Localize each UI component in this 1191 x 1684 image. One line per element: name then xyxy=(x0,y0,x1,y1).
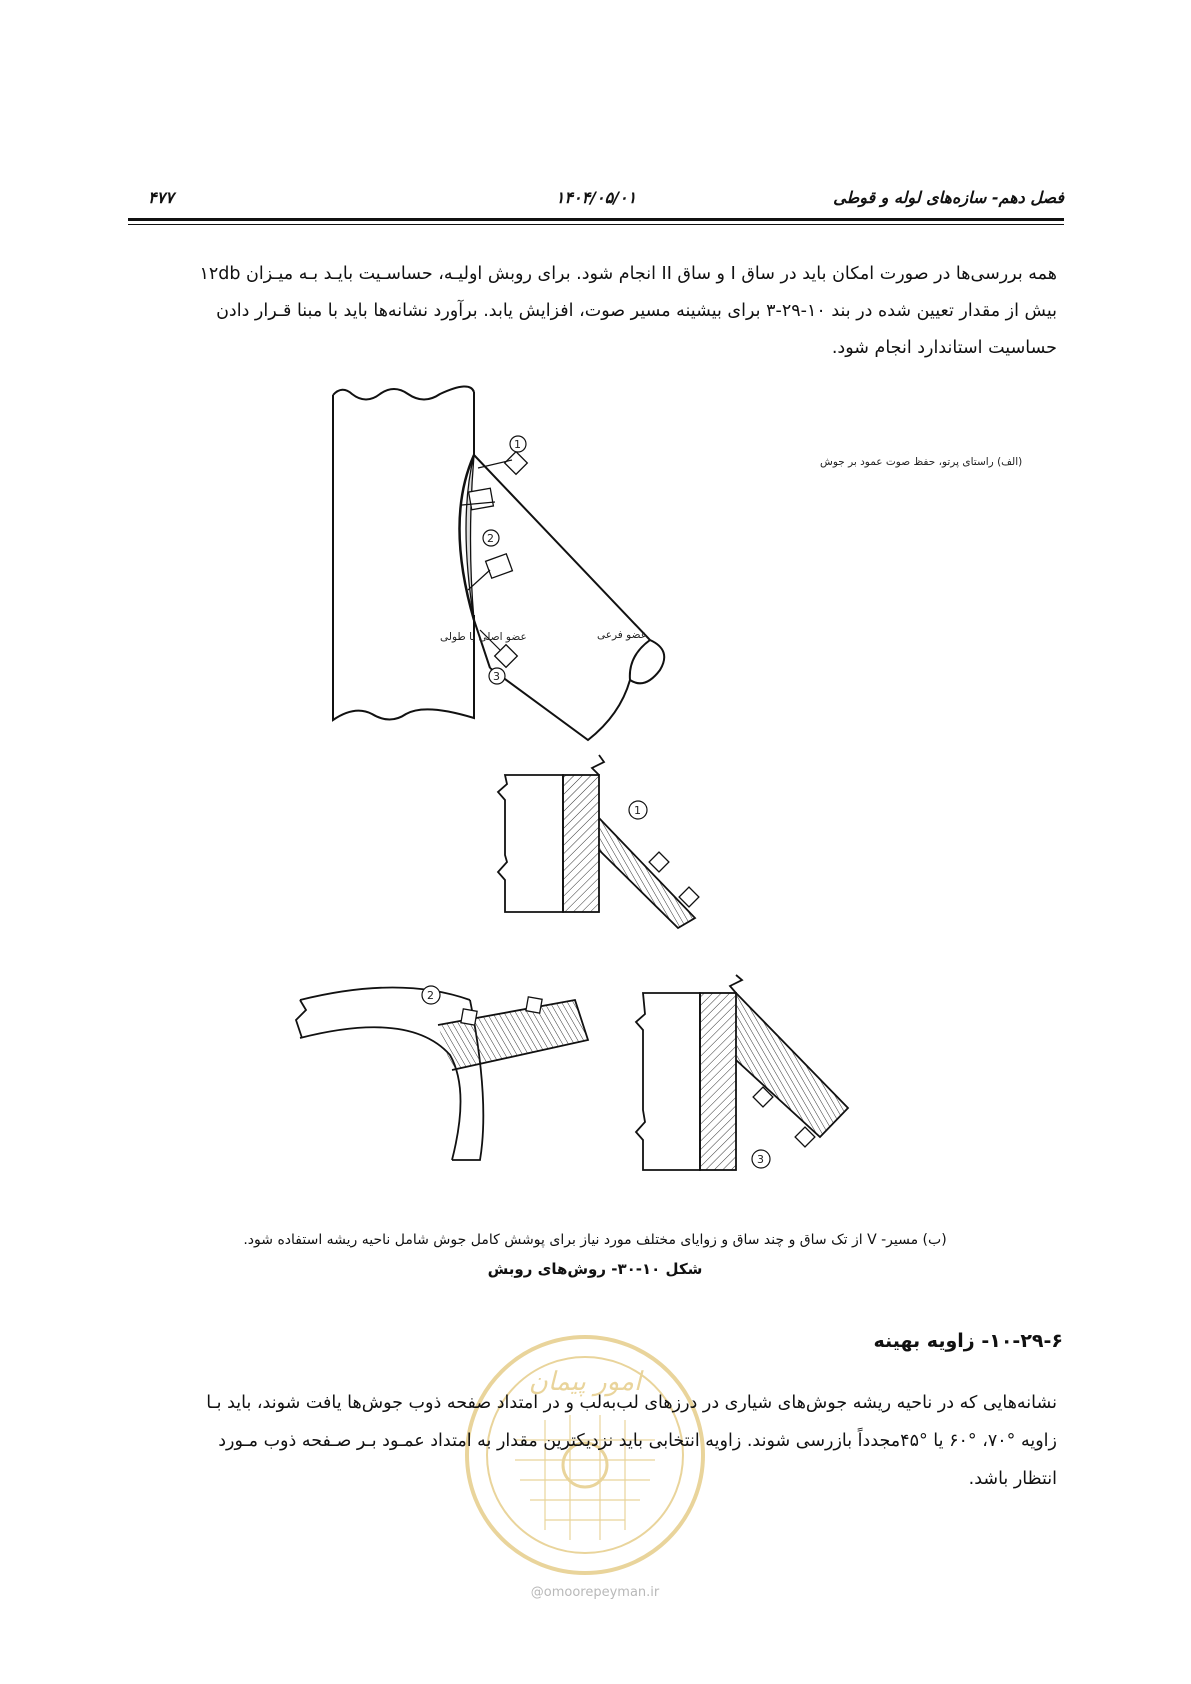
paragraph-line: حساسیت استاندارد انجام شود. xyxy=(831,338,1057,358)
marker-2-label: 2 xyxy=(427,989,434,1002)
detail-3 xyxy=(636,975,848,1170)
watermark-logo-text: امور پیمان xyxy=(528,1367,642,1397)
chapter-title: فصل دهم- سازه‌های لوله و قوطی xyxy=(833,188,1064,207)
label-a: (الف) راستای پرتو، حفظ صوت عمود بر جوش xyxy=(820,456,1023,468)
page-number: ۴۷۷ xyxy=(148,188,174,207)
watermark-url: @omoorepeyman.ir xyxy=(530,1585,660,1600)
marker-3-label: 3 xyxy=(493,670,500,683)
detail-2 xyxy=(296,988,588,1161)
section-heading: ۱۰-۲۹-۶- زاویه بهینه xyxy=(873,1330,1063,1352)
figure-title: شکل ۱۰-۳۰- روش‌های روبش xyxy=(487,1260,703,1278)
marker-3-label: 3 xyxy=(757,1153,764,1166)
paragraph-line: همه بررسی‌ها در صورت امکان باید در ساق I و ساق II انجام شود. برای روبش اولیـه، حساسـیت بایـد بـه میـزان ۱۲db xyxy=(199,264,1057,284)
section-paragraph-line: نشانه‌هایی که در ناحیه ریشه جوش‌های شیاری در درزهای لب‌به‌لب و در امتداد صفحه ذوب جوش‌ها یافت شوند، باید بـا xyxy=(206,1393,1057,1413)
header-date: ۱۴۰۴/۰۵/۰۱ xyxy=(555,188,637,207)
section-paragraph-line: زاویه °۷۰، °۶۰ یا °۴۵مجدداً بازرسی شوند. زاویه انتخابی باید نزدیکترین مقدار به امتداد عمـود بـر صـفحه ذوب مـورد xyxy=(218,1431,1057,1451)
figure-caption-b: (ب) مسیر- V از تک ساق و چند ساق و زوایای مختلف مورد نیاز برای پوشش کامل جوش شامل ناحیه ریشه استفاده شود. xyxy=(243,1232,947,1248)
paragraph-line: بیش از مقدار تعیین شده در بند ۱۰-۲۹-۳ برای بیشینه مسیر صوت، افزایش یابد. برآورد نشانه‌ها باید با مبنا قـرار دادن xyxy=(216,301,1057,321)
marker-2-label: 2 xyxy=(487,532,494,545)
label-main-member: عضو اصلی یا طولی xyxy=(440,631,527,643)
label-branch-member: عضو فرعی xyxy=(597,629,647,641)
section-paragraph-line: انتظار باشد. xyxy=(968,1469,1057,1489)
marker-1-label: 1 xyxy=(634,804,641,817)
marker-1-label: 1 xyxy=(514,438,521,451)
detail-1 xyxy=(498,755,695,928)
